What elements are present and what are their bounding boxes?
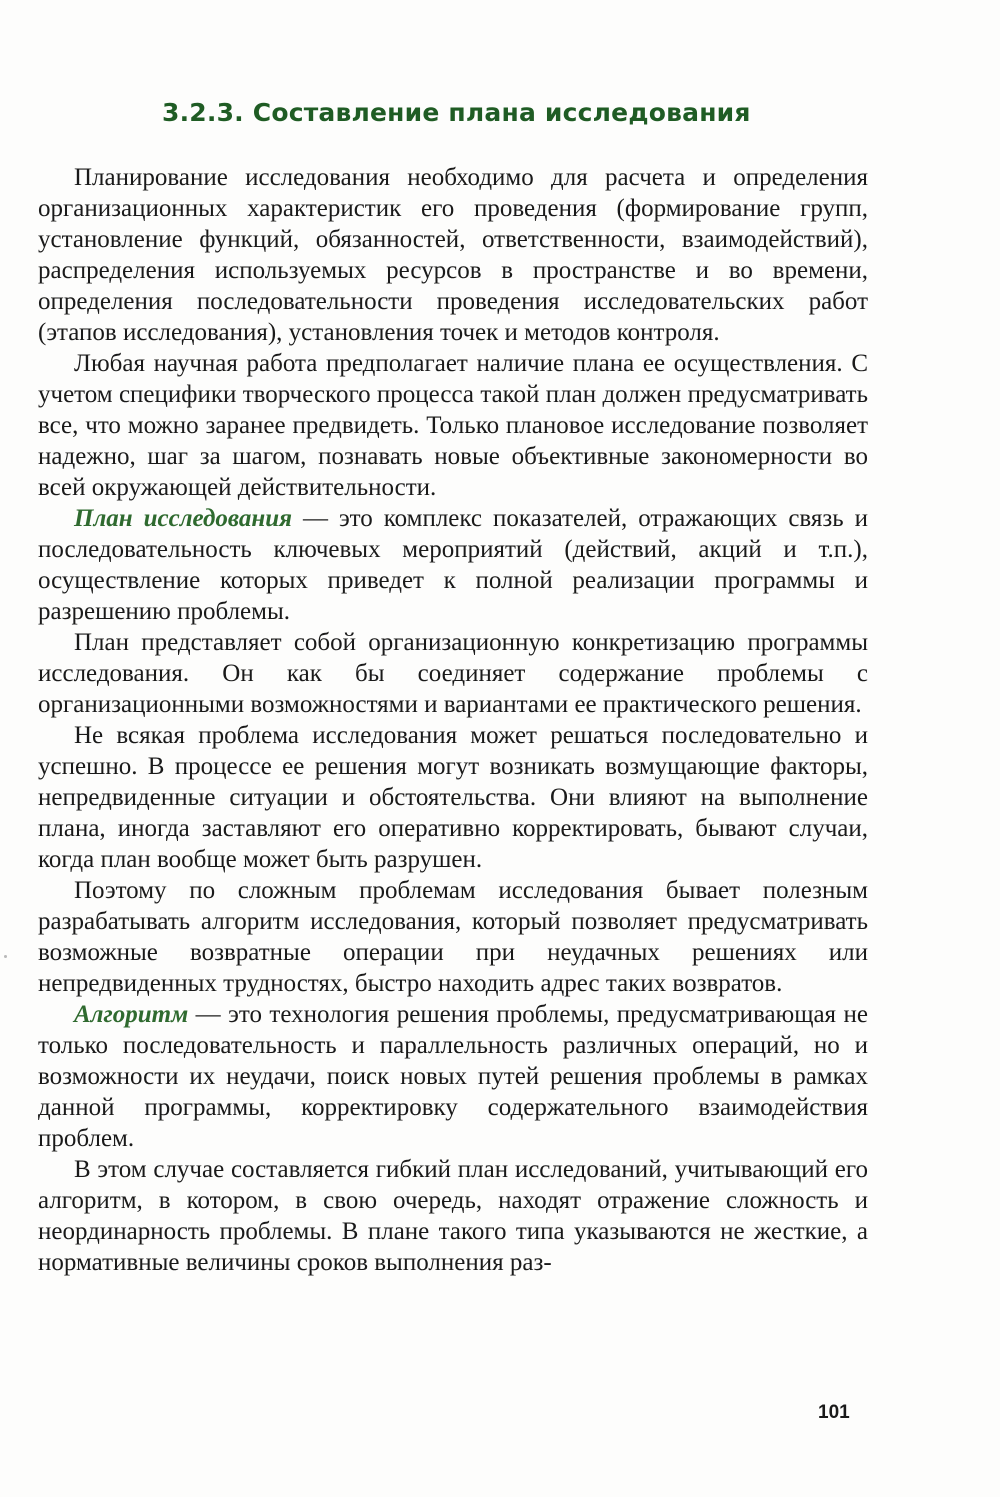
paragraph-text: Любая научная работа предполагает наличие плана ее осуществления. С учетом специфики творческого процесса такой план должен предусматривать все, что можно заранее предвидеть. Только плановое исследование позволяет надежно, шаг за шагом, познавать новые объективные закономерности во всей окружающей действительности.	[38, 350, 868, 501]
paragraph-disturbances	[38, 720, 868, 875]
paragraph-scientific-work	[38, 348, 868, 503]
paragraph-algorithm-definition	[38, 999, 868, 1154]
scan-speck	[4, 955, 7, 958]
paragraph-text: — это технология решения проблемы, предусматривающая не только последовательность и параллельность различных операций, но и возможности их неудачи, поиск новых путей решения проблемы в рамках данной программы, корректировку содержательного взаимодействия проблем.	[38, 1001, 868, 1152]
paragraph-text: — это комплекс показателей, отражающих связь и последовательность ключевых мероприятий (действий, акций и т.п.), осуществление которых приведет к полной реализации программы и разрешению проблемы.	[38, 505, 868, 625]
paragraph-text: Не всякая проблема исследования может решаться последовательно и успешно. В процессе ее решения могут возникать возмущающие факторы, непредвиденные ситуации и обстоятельства. Они влияют на выполнение плана, иногда заставляют его оперативно корректировать, бывают случаи, когда план вообще может быть разрушен.	[38, 722, 868, 873]
paragraph-planning	[38, 162, 868, 348]
paragraph-text: План представляет собой организационную конкретизацию программы исследования. Он как бы соединяет содержание проблемы с организационными возможностями и вариантами ее практического решения.	[38, 629, 868, 718]
paragraph-algorithm-usefulness	[38, 875, 868, 999]
term-algorithm: Алгоритм	[74, 1001, 189, 1028]
paragraph-text: Поэтому по сложным проблемам исследования бывает полезным разрабатывать алгоритм исследования, который позволяет предусматривать возможные возвратные операции при неудачных решениях или непредвиденных трудностях, быстро находить адрес таких возвратов.	[38, 877, 868, 997]
section-heading: 3.2.3. Составление плана исследования	[162, 98, 751, 127]
paragraph-plan-definition	[38, 503, 868, 627]
page-number: 101	[818, 1402, 850, 1423]
paragraph-plan-concretization	[38, 627, 868, 720]
term-research-plan: План исследования	[74, 505, 293, 532]
paragraph-flexible-plan	[38, 1154, 868, 1278]
paragraph-text: Планирование исследования необходимо для расчета и определения организационных характеристик его проведения (формирование групп, установление функций, обязанностей, ответственности, взаимодействий), распределения используемых ресурсов в пространстве и во времени, определения последовательности проведения исследовательских работ (этапов исследования), установления точек и методов контроля.	[38, 164, 868, 346]
body-text	[38, 162, 868, 1278]
paragraph-text: В этом случае составляется гибкий план исследований, учитывающий его алгоритм, в котором, в свою очередь, находят отражение сложность и неординарность проблемы. В плане такого типа указываются не жесткие, а нормативные величины сроков выполнения раз-	[38, 1156, 868, 1276]
